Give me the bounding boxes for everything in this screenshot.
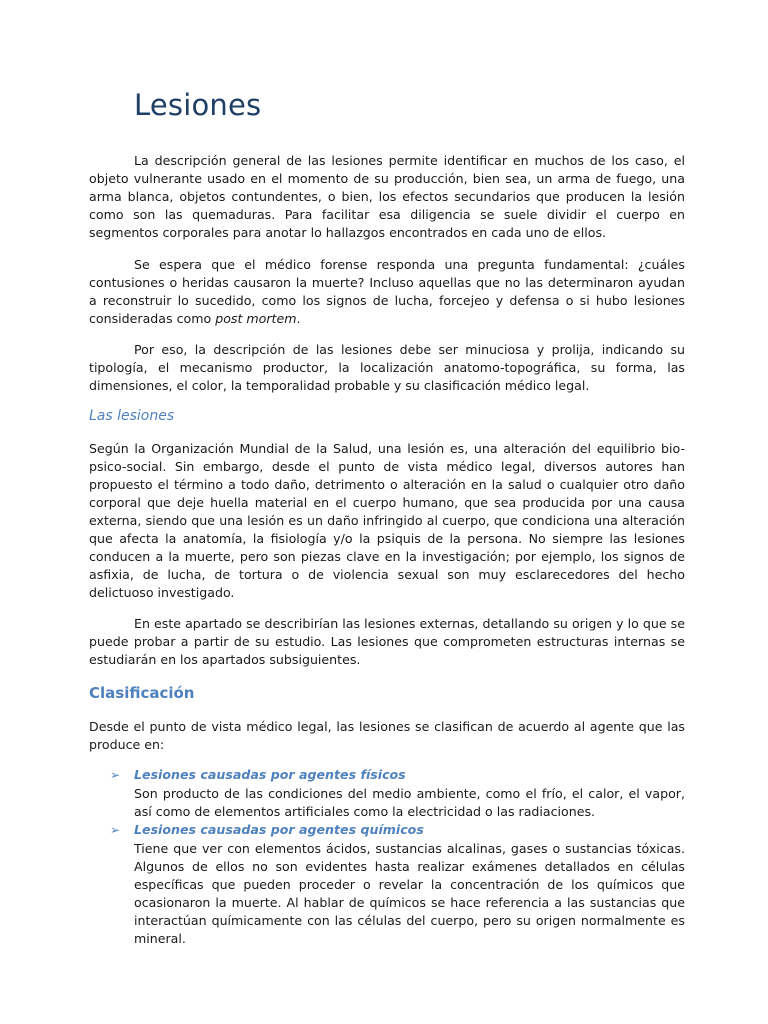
intro-paragraph-1: La descripción general de las lesiones permite identificar en muchos de los caso, el objeto vulnerante usado en el momento de su producción, bien sea, un arma de fuego, una arma blanca, objetos contundentes, o bien, los efectos secundarios que producen la lesión como son las quemaduras. Para facilitar esa diligencia se suele dividir el cuerpo en segmentos corporales para anotar lo hallazgos encontrados en cada uno de ellos. [89, 153, 685, 240]
intro-paragraph-2-end: . [296, 311, 301, 326]
bullet-title-agentes-fisicos: Lesiones causadas por agentes físicos [134, 767, 406, 782]
intro-paragraph-3: Por eso, la descripción de las lesiones debe ser minuciosa y prolija, indicando su tipología, el mecanismo productor, la localización anatomo-topográfica, su forma, las dimensiones, el color, la temporalidad probable y su clasificación médico legal. [89, 342, 685, 393]
intro-paragraph-2 [89, 256, 685, 328]
page-title: Lesiones [134, 88, 262, 122]
section-heading-clasificacion: Clasificación [89, 684, 195, 702]
post-mortem-term: post mortem [215, 311, 297, 326]
lesiones-paragraph-2: En este apartado se describirían las lesiones externas, detallando su origen y lo que se puede probar a partir de su estudio. Las lesiones que comprometen estructuras internas se estudiarán en los apartados subsiguientes. [89, 616, 685, 667]
intro-paragraph-2-text: Se espera que el médico forense responda una pregunta fundamental: ¿cuáles contusiones o heridas causaron la muerte? Incluso aquellas que no las determinaron ayudan a reconstruir lo sucedido, como los signos de lucha, forcejeo y defensa o si hubo lesiones consideradas como [89, 257, 685, 326]
section-heading-las-lesiones: Las lesiones [89, 408, 175, 424]
arrow-bullet-icon: ➢ [110, 823, 121, 837]
clasificacion-intro: Desde el punto de vista médico legal, las lesiones se clasifican de acuerdo al agente que las produce en: [89, 719, 685, 752]
lesiones-paragraph-1: Según la Organización Mundial de la Salud, una lesión es, una alteración del equilibrio bio-psico-social. Sin embargo, desde el punto de vista médico legal, diversos autores han propuesto el término a todo daño, detrimento o alteración en la salud o cualquier otro daño corporal que deje huella material en el cuerpo humano, que sea producida por una causa externa, siendo que una lesión es un daño infringido al cuerpo, que condiciona una alteración que afecta la anatomía, la fisiología y/o la psiquis de la persona. No siempre las lesiones conducen a la muerte, pero son piezas clave en la investigación; por ejemplo, los signos de asfixia, de lucha, de tortura o de violencia sexual son muy esclarecedores del hecho delictuoso investigado. [89, 441, 685, 600]
arrow-bullet-icon: ➢ [110, 768, 121, 782]
bullet-text-agentes-quimicos: Tiene que ver con elementos ácidos, sustancias alcalinas, gases o sustancias tóxicas. Algunos de ellos no son evidentes hasta realizar exámenes detallados en células específicas que pueden proceder o revelar la concentración de los químicos que ocasionaron la muerte. Al hablar de químicos se hace referencia a las sustancias que interactúan químicamente con las células del cuerpo, pero su origen normalmente es mineral. [134, 841, 685, 946]
bullet-text-agentes-fisicos: Son producto de las condiciones del medio ambiente, como el frío, el calor, el vapor, así como de elementos artificiales como la electricidad o las radiaciones. [134, 786, 685, 819]
bullet-title-agentes-quimicos: Lesiones causadas por agentes químicos [134, 822, 424, 837]
